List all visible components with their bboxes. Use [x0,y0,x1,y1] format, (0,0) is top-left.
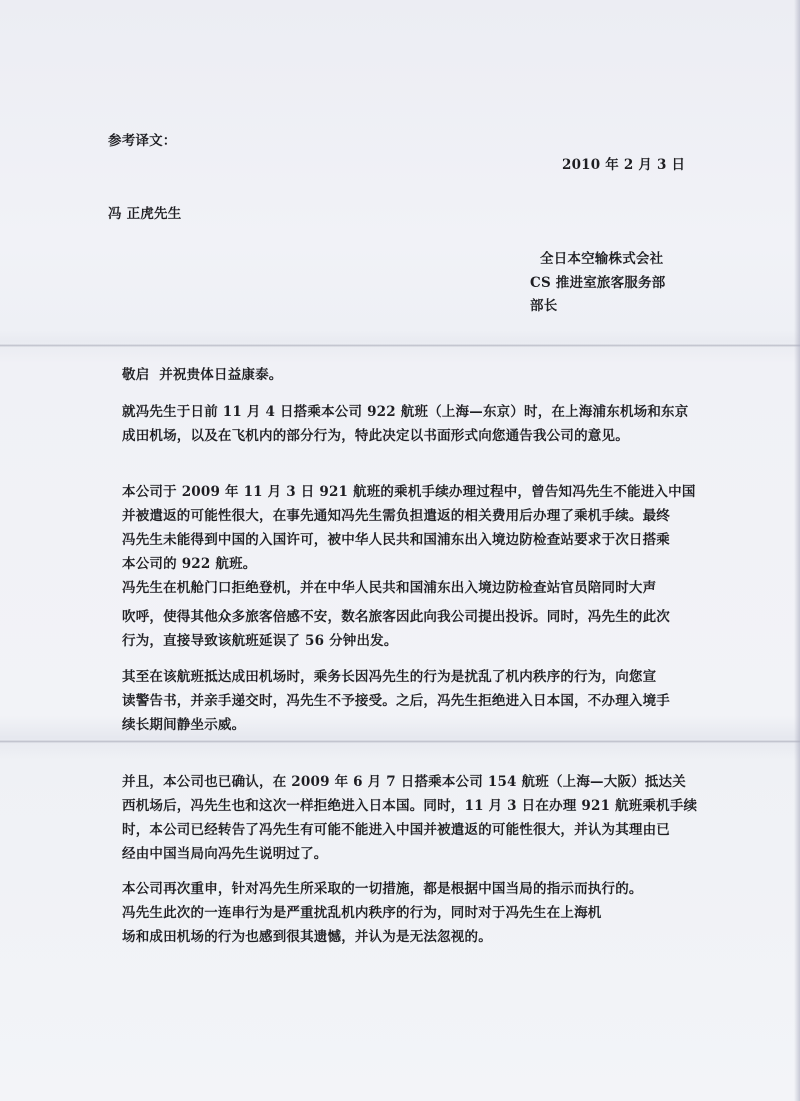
paragraph-line: 本公司于 2009 年 11 月 3 日 921 航班的乘机手续办理过程中，曾告知冯先生不能进入中国 [122,484,696,500]
paper-edge-shadow [794,0,800,1101]
paragraph-line: 时，本公司已经转告了冯先生有可能不能进入中国并被遣返的可能性很大，并认为其理由已 [122,822,670,838]
paragraph-line: 并被遣返的可能性很大，在事先通知冯先生需负担遣返的相关费用后办理了乘机手续。最终 [122,508,670,524]
paragraph-line: 成田机场，以及在飞机内的部分行为，特此决定以书面形式向您通告我公司的意见。 [122,428,629,444]
paragraph-line: 经由中国当局向冯先生说明过了。 [122,846,328,862]
paragraph-line: 行为，直接导致该航班延误了 56 分钟出发。 [122,633,398,649]
paper-fold-line [0,740,800,743]
paragraph-4 [122,665,702,737]
paragraph-line: 冯先生未能得到中国的入国许可，被中华人民共和国浦东出入境边防检查站要求于次日搭乘 [122,532,670,548]
reference-translation-label: 参考译文： [108,133,177,149]
paragraph-line: 其至在该航班抵达成田机场时，乘务长因冯先生的行为是扰乱了机内秩序的行为，向您宣 [122,669,657,685]
paragraph-line: 场和成田机场的行为也感到很其遗憾，并认为是无法忽视的。 [122,929,492,945]
paragraph-line: 吹呼，使得其他众多旅客倍感不安，数名旅客因此向我公司提出投诉。同时，冯先生的此次 [122,609,670,625]
paragraph-line: 本公司的 922 航班。 [122,556,257,572]
paragraph-2 [122,480,702,600]
paper-fold-line [0,344,800,347]
addressee: 冯 正虎先生 [108,206,182,222]
sender-company: 全日本空输株式会社 [540,251,664,267]
paragraph-5 [122,770,702,866]
sender-title: 部长 [530,298,558,314]
paragraph-line: 冯先生此次的一连串行为是严重扰乱机内秩序的行为，同时对于冯先生在上海机 [122,905,602,921]
paragraph-6 [122,877,702,949]
paragraph-line: 冯先生在机舱门口拒绝登机，并在中华人民共和国浦东出入境边防检查站官员陪同时大声 [122,580,657,596]
paragraph-line: 就冯先生于日前 11 月 4 日搭乘本公司 922 航班（上海—东京）时，在上海浦东机场和东京 [122,404,689,420]
paragraph-line: 续长期间静坐示威。 [122,717,246,733]
paragraph-line: 本公司再次重申，针对冯先生所采取的一切措施，都是根据中国当局的指示而执行的。 [122,881,643,897]
greeting: 敬启 并祝贵体日益康泰。 [122,367,283,383]
sender-department: CS 推进室旅客服务部 [530,275,666,291]
paragraph-line: 读警告书，并亲手递交时，冯先生不予接受。之后，冯先生拒绝进入日本国，不办理入境手 [122,693,670,709]
paragraph-1 [122,400,702,448]
paragraph-line: 西机场后，冯先生也和这次一样拒绝进入日本国。同时，11 月 3 日在办理 921 航班乘机手续 [122,798,698,814]
paragraph-line: 并且，本公司也已确认，在 2009 年 6 月 7 日搭乘本公司 154 航班（上海—大阪）抵达关 [122,774,686,790]
letter-date: 2010 年 2 月 3 日 [562,157,686,173]
paragraph-3 [122,605,702,653]
